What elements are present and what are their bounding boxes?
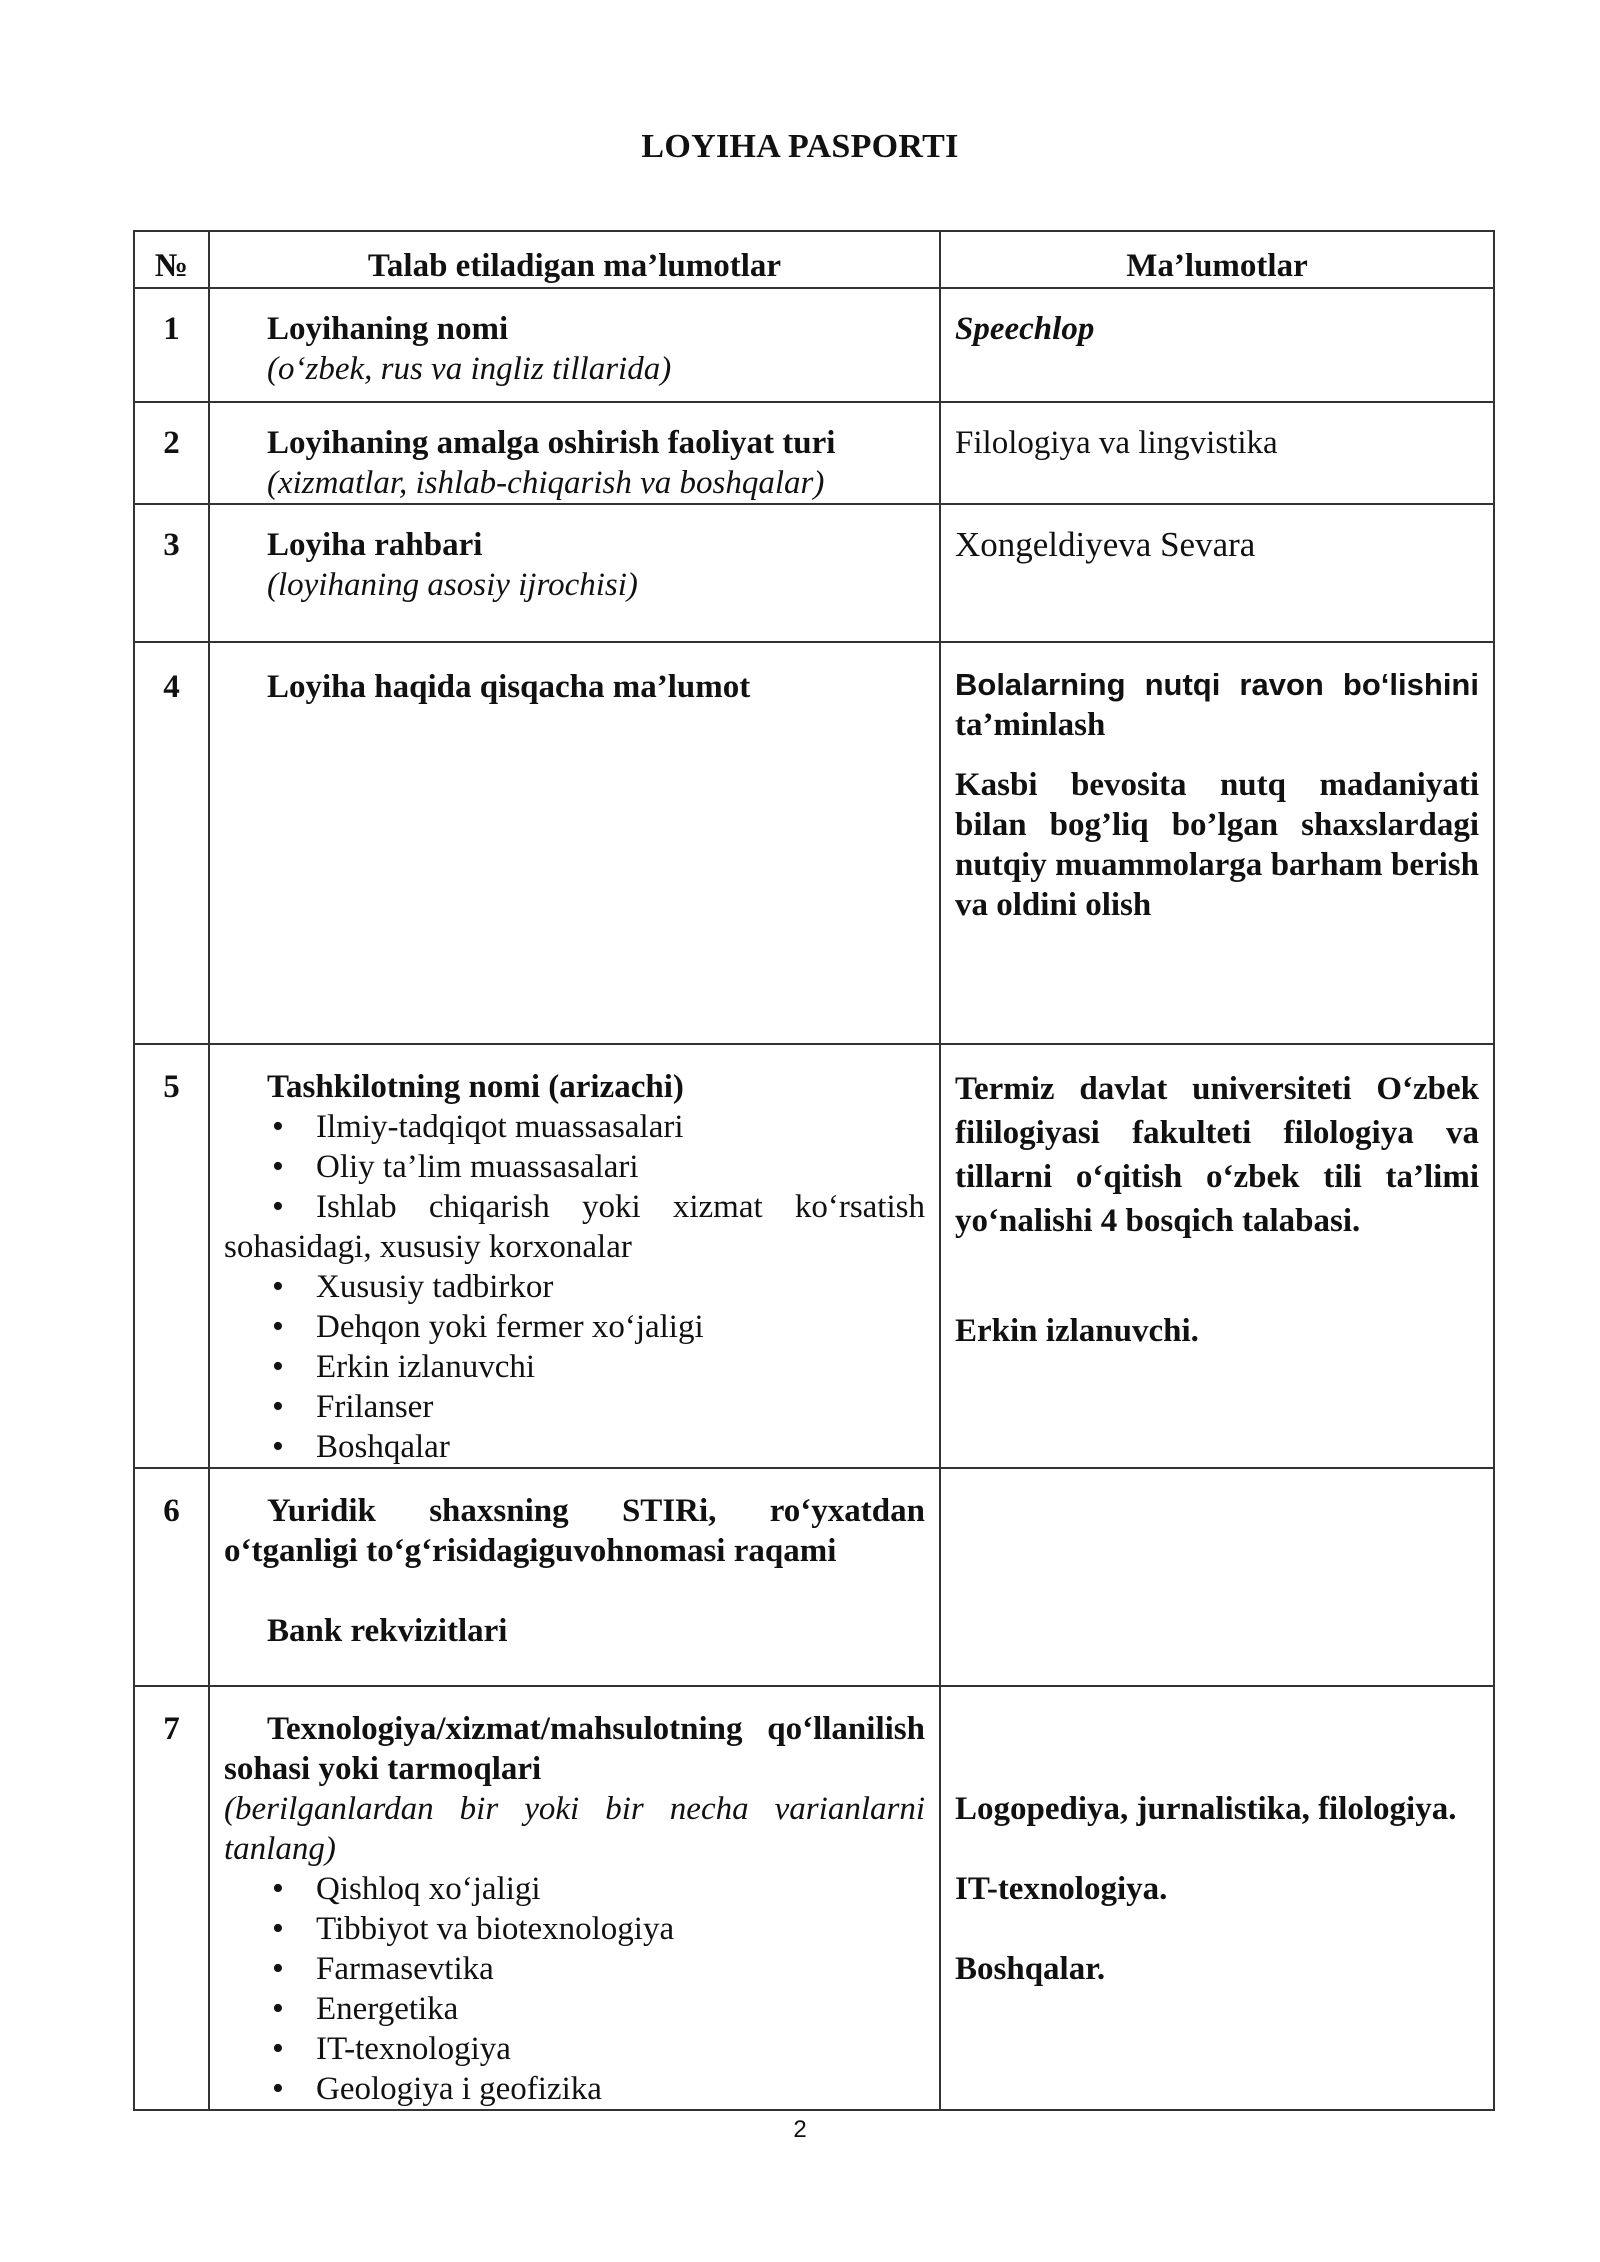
row-value: Xongeldiyeva Sevara xyxy=(955,525,1256,564)
row-value: Filologiya va lingvistika xyxy=(955,425,1278,461)
row-label: Tashkilotning nomi (arizachi) xyxy=(267,1069,684,1105)
header-number: № xyxy=(134,231,209,288)
row-value: Speechlop xyxy=(955,311,1095,347)
list-item: • IT-texnologiya xyxy=(224,2029,925,2069)
table-row xyxy=(134,1468,1494,1686)
list-item: • Xususiy tadbirkor xyxy=(224,1267,925,1307)
list-item: • Erkin izlanuvchi xyxy=(224,1347,925,1387)
row-value-cell xyxy=(940,504,1494,642)
row-value-paragraph: Erkin izlanuvchi. xyxy=(955,1313,1199,1349)
document-title: LOYIHA PASPORTI xyxy=(641,128,959,165)
row-number: 2 xyxy=(134,402,209,504)
list-item: • Qishloq xo‘jaligi xyxy=(224,1869,925,1909)
table-row xyxy=(134,402,1494,504)
row-label-cell xyxy=(209,1468,940,1686)
organization-type-list xyxy=(224,1107,925,1467)
application-area-list xyxy=(224,1869,925,2109)
list-item: • Oliy ta’lim muassasalari xyxy=(224,1147,925,1187)
row-label: Yuridik shaxsning STIRi, ro‘yxatdan o‘tganligi to‘g‘risidagiguvohnomasi raqami xyxy=(224,1493,925,1569)
row-value-paragraph: IT-texnologiya. xyxy=(955,1871,1168,1907)
list-item: • Ilmiy-tadqiqot muassasalari xyxy=(224,1107,925,1147)
row-label: Loyihaning nomi xyxy=(267,311,509,347)
row-label-cell xyxy=(209,1686,940,2110)
page-number: 2 xyxy=(793,2116,807,2143)
row-number: 6 xyxy=(134,1468,209,1686)
list-item: • Dehqon yoki fermer xo‘jaligi xyxy=(224,1307,925,1347)
row-value-line: ta’minlash xyxy=(955,707,1106,743)
row-value-paragraph: Boshqalar. xyxy=(955,1951,1106,1987)
list-item: • Tibbiyot va biotexnologiya xyxy=(224,1909,925,1949)
row-label-cell xyxy=(209,504,940,642)
list-item: • Ishlab chiqarish yoki xizmat ko‘rsatish sohasidagi, xususiy korxonalar xyxy=(224,1187,925,1267)
header-required-info: Talab etiladigan ma’lumotlar xyxy=(209,231,940,288)
row-note: (loyihaning asosiy ijrochisi) xyxy=(267,567,638,603)
row-number: 1 xyxy=(134,288,209,402)
row-value-cell xyxy=(940,1686,1494,2110)
row-value-cell xyxy=(940,642,1494,1044)
row-value-cell xyxy=(940,1044,1494,1468)
row-label-cell xyxy=(209,642,940,1044)
table-row xyxy=(134,1044,1494,1468)
row-number: 4 xyxy=(134,642,209,1044)
list-item: • Boshqalar xyxy=(224,1427,925,1467)
row-note: (xizmatlar, ishlab-chiqarish va boshqalar) xyxy=(267,465,825,501)
row-value-line: Bolalarning nutqi ravon bo‘lishini xyxy=(955,667,1479,702)
row-value-cell xyxy=(940,402,1494,504)
row-label: Loyihaning amalga oshirish faoliyat turi xyxy=(267,425,836,461)
row-label: Loyiha haqida qisqacha ma’lumot xyxy=(267,669,751,705)
row-value-paragraph: Termiz davlat universiteti O‘zbek fililogiyasi fakulteti filologiya va tillarni o‘qitish o‘zbek tili ta’limi yo‘nalishi 4 bosqich talabasi. xyxy=(955,1071,1479,1239)
row-label-cell xyxy=(209,1044,940,1468)
table-row xyxy=(134,288,1494,402)
header-data: Ma’lumotlar xyxy=(940,231,1494,288)
row-value-cell xyxy=(940,1468,1494,1686)
list-item: • Farmasevtika xyxy=(224,1949,925,1989)
row-label: Loyiha rahbari xyxy=(267,527,483,563)
list-item: • Frilanser xyxy=(224,1387,925,1427)
table-row xyxy=(134,642,1494,1044)
row-label-cell xyxy=(209,402,940,504)
table-row xyxy=(134,504,1494,642)
row-value-paragraph: Kasbi bevosita nutq madaniyati bilan bog’liq bo’lgan shaxslardagi nutqiy muammolarga barham berish va oldini olish xyxy=(955,767,1479,923)
row-number: 3 xyxy=(134,504,209,642)
table-header-row xyxy=(134,231,1494,288)
row-number: 5 xyxy=(134,1044,209,1468)
row-number: 7 xyxy=(134,1686,209,2110)
row-note: (o‘zbek, rus va ingliz tillarida) xyxy=(267,351,672,387)
row-value-paragraph: Logopediya, jurnalistika, filologiya. xyxy=(955,1791,1457,1827)
project-passport-table xyxy=(133,230,1495,2111)
list-item: • Geologiya i geofizika xyxy=(224,2069,925,2109)
row-label-cell xyxy=(209,288,940,402)
row-note: (berilganlardan bir yoki bir necha varianlarni tanlang) xyxy=(224,1791,925,1867)
row-label: Texnologiya/xizmat/mahsulotning qo‘llanilish sohasi yoki tarmoqlari xyxy=(224,1711,925,1787)
row-value-cell xyxy=(940,288,1494,402)
table-row xyxy=(134,1686,1494,2110)
list-item: • Energetika xyxy=(224,1989,925,2029)
row-label: Bank rekvizitlari xyxy=(267,1613,508,1649)
